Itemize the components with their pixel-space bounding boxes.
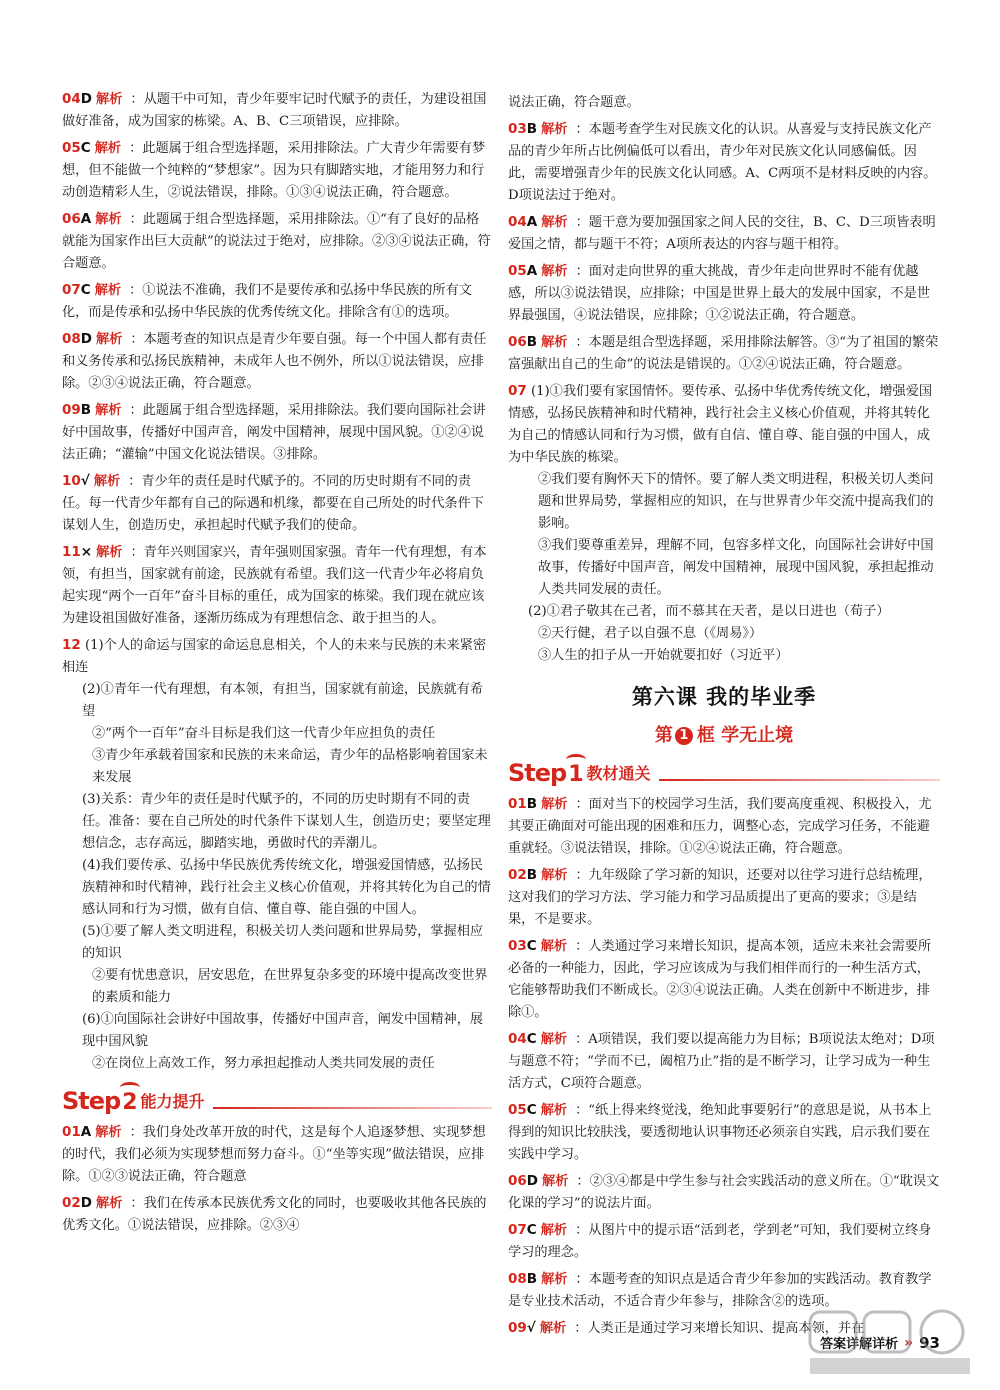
answer-line [62, 921, 492, 965]
analysis-tag: 解析 [93, 474, 121, 489]
answer-choice: A [80, 211, 92, 227]
answer-entry [508, 1170, 940, 1215]
analysis-tag: 解析 [541, 1272, 568, 1287]
answer-entry [62, 541, 492, 630]
answer-entry [62, 137, 492, 204]
answer-choice: B [80, 402, 92, 418]
answer-line-text: (5)①要了解人类文明进程，积极关切人类问题和世界局势，掌握相应的知识 [82, 924, 484, 961]
page-number: 93 [919, 1333, 940, 1352]
analysis-tag: 解析 [96, 92, 123, 107]
answer-choice: C [526, 938, 537, 954]
answer-choice: B [526, 334, 538, 350]
analysis-text: ：本题是组合型选择题，采用排除法解答。③“为了祖国的繁荣富强献出自己的生命”的说法是错误的。①②④说法正确，符合题意。 [508, 335, 939, 372]
analysis-text: ：此题属于组合型选择题，采用排除法。我们要向国际社会讲好中国故事，传播好中国声音，阐发中国精神，展现中国风貌。①②④说法正确；“灌输”中国文化说法错误。③排除。 [62, 403, 486, 462]
step-2-word: Step [62, 1087, 121, 1115]
answer-entry [508, 1028, 940, 1095]
frame-prefix: 第 [654, 725, 673, 746]
question-number: 05 [62, 140, 81, 156]
analysis-text: ：从图片中的提示语“活到老，学到老”可知，我们要树立终身学习的理念。 [508, 1223, 932, 1260]
analysis-text: ：②③④都是中学生参与社会实践活动的意义所在。①“耽误文化课的学习”的说法片面。 [508, 1174, 940, 1211]
right-column [508, 92, 940, 1344]
answer-line-text: (6)①向国际社会讲好中国故事，传播好中国声音，阐发中国精神，展现中国风貌 [82, 1012, 484, 1049]
question-number: 11 [62, 544, 81, 560]
question-number: 08 [508, 1271, 527, 1287]
frame-suffix: 框 学无止境 [696, 725, 794, 746]
watermark-logo [804, 1308, 974, 1378]
analysis-tag: 解析 [540, 1223, 568, 1238]
answer-line [508, 645, 940, 667]
question-number: 06 [508, 334, 527, 350]
answer-choice: C [80, 140, 91, 156]
analysis-tag: 解析 [541, 215, 568, 230]
answer-entry [508, 1268, 940, 1313]
answer-entry [62, 88, 492, 133]
answer-entry [62, 399, 492, 466]
question-number: 06 [508, 1173, 527, 1189]
right-answer-list [508, 92, 940, 376]
step-2-label: 能力提升 [140, 1092, 205, 1111]
answer-line [62, 745, 492, 789]
question-number: 08 [62, 331, 81, 347]
analysis-text: ：题干意为要加强国家之间人民的交往，B、C、D三项皆表明爱国之情，都与题干不符；A项所表达的内容与题干相符。 [508, 215, 936, 252]
step-1-label: 教材通关 [586, 764, 651, 783]
answer-entry [62, 328, 492, 395]
lesson-title: 第六课 我的毕业季 [631, 685, 817, 709]
answer-entry [508, 935, 940, 1024]
analysis-text: 说法正确，符合题意。 [508, 95, 640, 110]
step-2-number: 2 [122, 1090, 138, 1115]
answer-line [62, 965, 492, 1009]
analysis-text: ：人类通过学习来增长知识，提高本领，适应未来社会需要所必备的一种能力，因此，学习应该成为与我们相伴而行的一种生活方式，它能够帮助我们不断成长。②③④说法正确。人类在创新中不断进步，排除①。 [508, 939, 932, 1020]
analysis-text: ：青年兴则国家兴，青年强则国家强。青年一代有理想，有本领，有担当，国家就有前途，民族就有希望。我们这一代青少年必将肩负起实现“两个一百年”奋斗目标的重任，成为国家的栋梁。我们现在就应该为建设祖国做好准备，逐渐历练成为有理想信念、敢于担当的人。 [62, 545, 487, 626]
answer-line [508, 535, 940, 601]
answer-entry [508, 118, 940, 207]
answer-line [508, 469, 940, 535]
frame-title [508, 721, 940, 747]
answer-line-text: (3)关系：青少年的责任是时代赋予的，不同的历史时期有不同的责任。准备：要在自己所处的时代条件下谋划人生，创造历史；要坚定理想信念，志存高远，脚踏实地，勇做时代的弄潮儿。 [82, 792, 491, 851]
analysis-text: ：从题干中可知，青少年要牢记时代赋予的责任，为建设祖国做好准备，成为国家的栋梁。A、B、C三项错误，应排除。 [62, 92, 487, 129]
analysis-tag: 解析 [541, 335, 568, 350]
analysis-tag: 解析 [95, 212, 122, 227]
answer-entry [62, 470, 492, 537]
answer-line [62, 634, 492, 679]
answer-line [62, 1009, 492, 1053]
answer-choice: A [526, 263, 538, 279]
question-number: 06 [62, 211, 81, 227]
footer-arrow-icon: » [904, 1334, 914, 1351]
analysis-tag: 解析 [541, 797, 568, 812]
question-number: 01 [62, 1124, 81, 1140]
answer-choice: B [526, 1271, 538, 1287]
answer-choice: D [80, 91, 93, 107]
answer-line [508, 380, 940, 469]
step-2-divider [213, 1107, 492, 1109]
analysis-text: ：①说法不准确，我们不是要传承和弘扬中华民族的所有文化，而是传承和弘扬中华民族的优秀传统文化。排除含有①的选项。 [62, 283, 472, 320]
answer-entry [62, 279, 492, 324]
answer-choice: B [526, 796, 538, 812]
answer-choice: D [80, 1195, 93, 1211]
analysis-text: ：本题考查的知识点是适合青少年参加的实践活动。教育教学是专业技术活动，不适合青少年参与，排除含②的选项。 [508, 1272, 932, 1309]
answer-line-text: (1)①我们要有家国情怀。要传承、弘扬中华优秀传统文化，增强爱国情感，弘扬民族精神和时代精神，践行社会主义核心价值观，并将其转化为自己的情感认同和行为习惯，做有自信、懂自尊、能自强的中国人，成为中华民族的栋梁。 [508, 384, 933, 465]
analysis-text: ：A项错误，我们要以提高能力为目标；B项说法太绝对；D项与题意不符；“学而不已，阖棺乃止”指的是不断学习，让学习成为一种生活方式，C项符合题意。 [508, 1032, 935, 1091]
question-number: 02 [508, 867, 527, 883]
step-1-answer-list [508, 793, 940, 1340]
answer-line [62, 679, 492, 723]
answer-entry [508, 1099, 940, 1166]
frame-number-badge: 1 [675, 727, 693, 745]
answer-choice: √ [80, 473, 90, 489]
answer-choice: C [80, 282, 91, 298]
question-number: 07 [508, 1222, 527, 1238]
answer-line [508, 623, 940, 645]
analysis-text: ：我们身处改革开放的时代，这是每个人追逐梦想、实现梦想的时代，我们必须为实现梦想而努力奋斗。①“坐等实现”做法错误，应排除。①②③说法正确，符合题意 [62, 1125, 486, 1184]
analysis-tag: 解析 [95, 403, 122, 418]
answer-choice: B [526, 867, 538, 883]
answer-line-text: (2)①君子敬其在己者，而不慕其在天者，是以日进也（荀子） [528, 604, 890, 619]
answer-entry [508, 1219, 940, 1264]
analysis-tag: 解析 [542, 1174, 569, 1189]
question-number: 04 [62, 91, 81, 107]
analysis-tag: 解析 [541, 868, 568, 883]
analysis-text: ：面对当下的校园学习生活，我们要高度重视、积极投入，尤其要正确面对可能出现的困难和压力，调整心态，完成学习任务，不能避重就轻。③说法错误，排除。①②④说法正确，符合题意。 [508, 797, 932, 856]
answer-line-text: ③青少年承载着国家和民族的未来命运，青少年的品格影响着国家未来发展 [92, 748, 488, 785]
answer-entry [62, 1121, 492, 1188]
answer-choice: C [526, 1222, 537, 1238]
answer-line-text: ③我们要尊重差异，理解不同，包容多样文化，向国际社会讲好中国故事，传播好中国声音，阐发中国精神，展现中国风貌，承担起推动人类共同发展的责任。 [538, 538, 934, 597]
question-number: 05 [508, 1102, 527, 1118]
analysis-tag: 解析 [96, 332, 123, 347]
answer-line-text: ②我们要有胸怀天下的情怀。要了解人类文明进程，积极关切人类问题和世界局势，掌握相应的知识，在与世界青少年交流中提高我们的影响。 [538, 472, 934, 531]
question-number: 09 [62, 402, 81, 418]
analysis-tag: 解析 [540, 939, 568, 954]
analysis-text: ：“纸上得来终觉浅，绝知此事要躬行”的意思是说，从书本上得到的知识比较肤浅，要透彻地认识事物还必须亲自实践，启示我们要在实践中学习。 [508, 1103, 932, 1162]
analysis-text: ：本题考查的知识点是青少年要自强。每一个中国人都有责任和义务传承和弘扬民族精神，未成年人也不例外，所以①说法错误，应排除。②③④说法正确，符合题意。 [62, 332, 487, 391]
answer-choice: B [526, 121, 538, 137]
answer-choice: A [526, 214, 538, 230]
answer-choice: C [526, 1031, 537, 1047]
analysis-text: ：此题属于组合型选择题，采用排除法。广大青少年需要有梦想，但不能做一个纯粹的“梦想家”。因为只有脚踏实地，才能用努力和行动创造精彩人生，②说法错误，排除。①③④说法正确，符合题意。 [62, 141, 486, 200]
question-number: 05 [508, 263, 527, 279]
step-1-header [508, 757, 940, 787]
analysis-text: ：青少年的责任是时代赋予的。不同的历史时期有不同的责任。每一代青少年都有自己的际遇和机缘，都要在自己所处的时代条件下谋划人生，创造历史，承担起时代赋予我们的使命。 [62, 474, 484, 533]
analysis-tag: 解析 [541, 264, 568, 279]
answer-choice: √ [526, 1320, 536, 1336]
answer-line [62, 1053, 492, 1075]
left-answer-list [62, 88, 492, 630]
answer-entry [508, 260, 940, 327]
answer-line-text: ③人生的扣子从一开始就要扣好（习近平） [538, 648, 789, 663]
answer-line-text: ②在岗位上高效工作，努力承担起推动人类共同发展的责任 [92, 1056, 435, 1071]
answer-entry [508, 864, 940, 931]
answer-line [62, 789, 492, 855]
analysis-tag: 解析 [541, 122, 568, 137]
analysis-text: ：九年级除了学习新的知识，还要对以往学习进行总结梳理，这对我们的学习方法、学习能力和学习品质提出了更高的要求；③是结果，不是要求。 [508, 868, 932, 927]
question-number: 03 [508, 938, 527, 954]
answer-line [62, 855, 492, 921]
question-number: 12 [62, 637, 81, 653]
analysis-text: ：人类正是通过学习来增长知识、提高本领，并在 [574, 1321, 865, 1336]
footer-label: 答案详解详析 [820, 1337, 899, 1352]
question-number: 10 [62, 473, 81, 489]
step-1-word: Step [508, 759, 567, 787]
answer-line [508, 601, 940, 623]
analysis-tag: 解析 [95, 1125, 122, 1140]
answer-entry [62, 1192, 492, 1237]
answer-line-text: (2)①青年一代有理想，有本领，有担当，国家就有前途，民族就有希望 [82, 682, 484, 719]
question-number: 07 [62, 282, 81, 298]
answer-choice: D [80, 331, 93, 347]
question-12-answer [62, 634, 492, 1075]
answer-line-text: ②“两个一百年”奋斗目标是我们这一代青少年应担负的责任 [92, 726, 436, 741]
analysis-text: ：面对走向世界的重大挑战，青少年走向世界时不能有优越感，所以③说法错误，应排除；中国是世界上最大的发展中国家，不是世界最强国，④说法错误，应排除；①②说法正确，符合题意。 [508, 264, 930, 323]
step-1-divider [659, 779, 940, 781]
step-1-number: 1 [568, 762, 584, 787]
analysis-tag: 解析 [540, 1103, 568, 1118]
question-number: 02 [62, 1195, 81, 1211]
step-2-header [62, 1085, 492, 1115]
answer-line-text: ②要有忧患意识，居安思危，在世界复杂多变的环境中提高改变世界的素质和能力 [92, 968, 488, 1005]
analysis-tag: 解析 [540, 1032, 568, 1047]
answer-entry [62, 208, 492, 275]
answer-choice: C [526, 1102, 537, 1118]
question-number: 04 [508, 1031, 527, 1047]
answer-entry [508, 92, 940, 114]
answer-entry [508, 211, 940, 256]
analysis-tag: 解析 [94, 283, 122, 298]
question-07-answer [508, 380, 940, 667]
analysis-tag: 解析 [96, 1196, 123, 1211]
answer-entry [508, 331, 940, 376]
answer-line-text: ②天行健，君子以自强不息（《周易》） [538, 626, 763, 641]
question-number: 04 [508, 214, 527, 230]
analysis-tag: 解析 [539, 1321, 567, 1336]
answer-choice: A [80, 1124, 92, 1140]
left-column [62, 88, 492, 1241]
step-2-answer-list [62, 1121, 492, 1237]
answer-line-text: (1)个人的命运与国家的命运息息相关，个人的未来与民族的未来紧密相连 [62, 638, 487, 675]
answer-choice: D [526, 1173, 539, 1189]
answer-line [62, 723, 492, 745]
question-number: 09 [508, 1320, 527, 1336]
answer-line-text: (4)我们要传承、弘扬中华民族优秀传统文化，增强爱国情感，弘扬民族精神和时代精神，践行社会主义核心价值观，并将其转化为自己的情感认同和行为习惯，做有自信、懂自尊、能自强的中国人。 [82, 858, 491, 917]
analysis-text: ：此题属于组合型选择题，采用排除法。①“有了良好的品格就能为国家作出巨大贡献”的说法过于绝对，应排除。②③④说法正确，符合题意。 [62, 212, 491, 271]
question-number: 07 [508, 383, 527, 399]
analysis-tag: 解析 [96, 545, 123, 560]
answer-entry [508, 793, 940, 860]
analysis-text: ：本题考查学生对民族文化的认识。从喜爱与支持民族文化产品的青少年所占比例偏低可以看出，青少年对民族文化认同感偏低。因此，需要增强青少年的民族文化认同感。A、C两项不是材料反映的内容。D项说法过于绝对。 [508, 122, 937, 203]
question-number: 01 [508, 796, 527, 812]
answer-choice: × [80, 544, 93, 560]
question-number: 03 [508, 121, 527, 137]
analysis-tag: 解析 [94, 141, 122, 156]
analysis-text: ：我们在传承本民族优秀文化的同时，也要吸收其他各民族的优秀文化。①说法错误，应排除。②③④ [62, 1196, 487, 1233]
